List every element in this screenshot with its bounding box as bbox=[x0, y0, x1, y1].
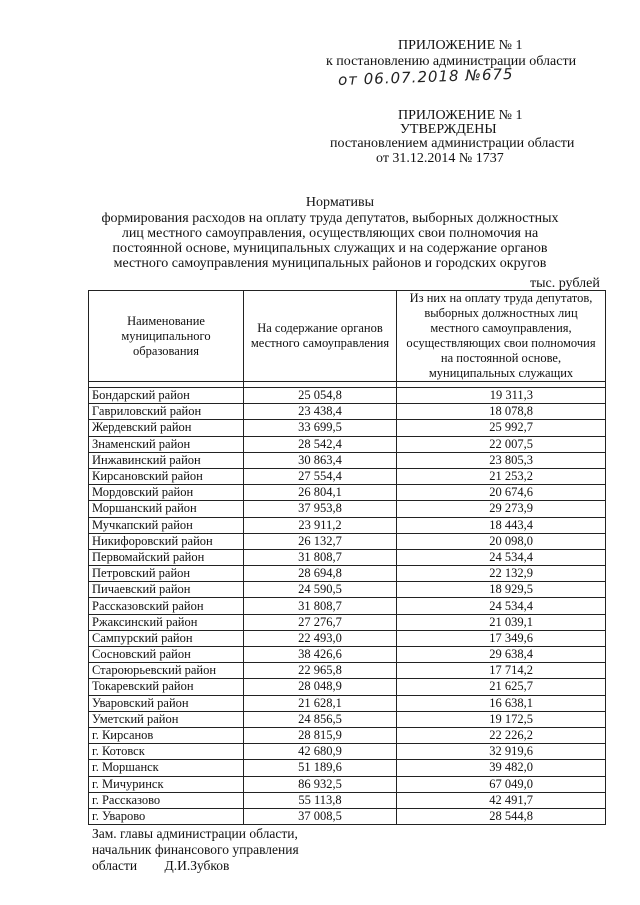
cell-total: 42 680,9 bbox=[244, 744, 397, 760]
cell-salary: 39 482,0 bbox=[397, 760, 606, 776]
cell-salary: 21 625,7 bbox=[397, 679, 606, 695]
cell-municipality: Инжавинский район bbox=[89, 452, 244, 468]
table-row bbox=[89, 711, 606, 727]
cell-municipality: Уваровский район bbox=[89, 695, 244, 711]
table-row bbox=[89, 501, 606, 517]
cell-salary: 20 098,0 bbox=[397, 533, 606, 549]
table-row bbox=[89, 452, 606, 468]
cell-total: 24 856,5 bbox=[244, 711, 397, 727]
cell-salary: 22 132,9 bbox=[397, 566, 606, 582]
header-total: На содержание органов местного самоуправления bbox=[244, 291, 397, 382]
cell-total: 28 815,9 bbox=[244, 727, 397, 743]
cell-municipality: Первомайский район bbox=[89, 549, 244, 565]
cell-total: 38 426,6 bbox=[244, 647, 397, 663]
doc-title-3: лиц местного самоуправления, осуществляющих свои полномочия на bbox=[121, 226, 539, 241]
approved-date: от 31.12.2014 № 1737 bbox=[376, 151, 504, 166]
cell-municipality: Бондарский район bbox=[89, 388, 244, 404]
cell-municipality: Знаменский район bbox=[89, 436, 244, 452]
cell-total: 51 189,6 bbox=[244, 760, 397, 776]
cell-total: 31 808,7 bbox=[244, 549, 397, 565]
cell-salary: 24 534,4 bbox=[397, 549, 606, 565]
table-row bbox=[89, 549, 606, 565]
cell-total: 27 276,7 bbox=[244, 614, 397, 630]
doc-title-2: формирования расходов на оплату труда депутатов, выборных должностных bbox=[101, 211, 559, 226]
cell-municipality: Гавриловский район bbox=[89, 404, 244, 420]
cell-municipality: Сосновский район bbox=[89, 647, 244, 663]
cell-salary: 18 078,8 bbox=[397, 404, 606, 420]
cell-total: 55 113,8 bbox=[244, 792, 397, 808]
cell-total: 23 911,2 bbox=[244, 517, 397, 533]
header-salary: Из них на оплату труда депутатов, выборных должностных лиц местного самоуправления, осуществляющих свои полномочия на постоянной основе, муниципальных служащих bbox=[397, 291, 606, 382]
cell-municipality: г. Котовск bbox=[89, 744, 244, 760]
appendix1-title: ПРИЛОЖЕНИЕ № 1 bbox=[398, 38, 523, 53]
cell-municipality: Ржаксинский район bbox=[89, 614, 244, 630]
norms-table bbox=[88, 290, 606, 825]
table-row bbox=[89, 436, 606, 452]
cell-salary: 18 929,5 bbox=[397, 582, 606, 598]
cell-salary: 21 039,1 bbox=[397, 614, 606, 630]
cell-total: 28 048,9 bbox=[244, 679, 397, 695]
table-row bbox=[89, 485, 606, 501]
cell-total: 28 694,8 bbox=[244, 566, 397, 582]
cell-municipality: Моршанский район bbox=[89, 501, 244, 517]
table-row bbox=[89, 727, 606, 743]
cell-municipality: г. Мичуринск bbox=[89, 776, 244, 792]
cell-municipality: Никифоровский район bbox=[89, 533, 244, 549]
cell-salary: 22 007,5 bbox=[397, 436, 606, 452]
cell-total: 22 493,0 bbox=[244, 630, 397, 646]
handwritten-date: от 06.07.2018 №675 bbox=[337, 64, 514, 90]
cell-salary: 17 349,6 bbox=[397, 630, 606, 646]
cell-salary: 20 674,6 bbox=[397, 485, 606, 501]
header-municipality: Наименование муниципального образования bbox=[89, 291, 244, 382]
cell-municipality: Петровский район bbox=[89, 566, 244, 582]
table-row bbox=[89, 566, 606, 582]
cell-municipality: Пичаевский район bbox=[89, 582, 244, 598]
table-row bbox=[89, 808, 606, 824]
approved-by: постановлением администрации области bbox=[330, 136, 575, 151]
cell-salary: 19 172,5 bbox=[397, 711, 606, 727]
signer-name: Д.И.Зубков bbox=[164, 858, 230, 873]
cell-total: 24 590,5 bbox=[244, 582, 397, 598]
cell-salary: 29 638,4 bbox=[397, 647, 606, 663]
cell-municipality: Жердевский район bbox=[89, 420, 244, 436]
cell-salary: 42 491,7 bbox=[397, 792, 606, 808]
cell-total: 37 008,5 bbox=[244, 808, 397, 824]
signature-line1: Зам. главы администрации области, bbox=[92, 826, 298, 841]
cell-municipality: Уметский район bbox=[89, 711, 244, 727]
table-row bbox=[89, 582, 606, 598]
table-row bbox=[89, 663, 606, 679]
cell-total: 25 054,8 bbox=[244, 388, 397, 404]
table-row bbox=[89, 647, 606, 663]
appendix2-title: ПРИЛОЖЕНИЕ № 1 bbox=[398, 108, 523, 123]
cell-total: 26 804,1 bbox=[244, 485, 397, 501]
cell-municipality: Токаревский район bbox=[89, 679, 244, 695]
cell-municipality: Мучкапский район bbox=[89, 517, 244, 533]
table-row bbox=[89, 598, 606, 614]
cell-salary: 28 544,8 bbox=[397, 808, 606, 824]
cell-salary: 17 714,2 bbox=[397, 663, 606, 679]
cell-total: 23 438,4 bbox=[244, 404, 397, 420]
cell-municipality: Сампурский район bbox=[89, 630, 244, 646]
table-row bbox=[89, 792, 606, 808]
cell-municipality: г. Рассказово bbox=[89, 792, 244, 808]
cell-total: 86 932,5 bbox=[244, 776, 397, 792]
cell-total: 37 953,8 bbox=[244, 501, 397, 517]
cell-total: 21 628,1 bbox=[244, 695, 397, 711]
table-row bbox=[89, 760, 606, 776]
cell-municipality: г. Моршанск bbox=[89, 760, 244, 776]
cell-salary: 19 311,3 bbox=[397, 388, 606, 404]
cell-municipality: Староюрьевский район bbox=[89, 663, 244, 679]
cell-salary: 22 226,2 bbox=[397, 727, 606, 743]
signature-line3 bbox=[92, 858, 229, 874]
cell-salary: 32 919,6 bbox=[397, 744, 606, 760]
table-row bbox=[89, 679, 606, 695]
cell-salary: 25 992,7 bbox=[397, 420, 606, 436]
cell-municipality: Кирсановский район bbox=[89, 468, 244, 484]
cell-total: 26 132,7 bbox=[244, 533, 397, 549]
cell-salary: 24 534,4 bbox=[397, 598, 606, 614]
doc-title-5: местного самоуправления муниципальных районов и городских округов bbox=[113, 256, 547, 271]
doc-title-4: постоянной основе, муниципальных служащих и на содержание органов bbox=[112, 241, 548, 256]
cell-salary: 18 443,4 bbox=[397, 517, 606, 533]
cell-total: 28 542,4 bbox=[244, 436, 397, 452]
table-row bbox=[89, 420, 606, 436]
table-row bbox=[89, 614, 606, 630]
cell-salary: 23 805,3 bbox=[397, 452, 606, 468]
table-row bbox=[89, 776, 606, 792]
cell-municipality: Мордовский район bbox=[89, 485, 244, 501]
unit-label: тыс. рублей bbox=[530, 276, 600, 291]
table-row bbox=[89, 533, 606, 549]
table-row bbox=[89, 695, 606, 711]
cell-total: 31 808,7 bbox=[244, 598, 397, 614]
table-row bbox=[89, 517, 606, 533]
cell-total: 33 699,5 bbox=[244, 420, 397, 436]
cell-total: 30 863,4 bbox=[244, 452, 397, 468]
cell-salary: 21 253,2 bbox=[397, 468, 606, 484]
table-row bbox=[89, 468, 606, 484]
table-row bbox=[89, 388, 606, 404]
cell-total: 27 554,4 bbox=[244, 468, 397, 484]
doc-title-1: Нормативы bbox=[305, 195, 375, 210]
cell-salary: 16 638,1 bbox=[397, 695, 606, 711]
cell-municipality: Рассказовский район bbox=[89, 598, 244, 614]
cell-municipality: г. Уварово bbox=[89, 808, 244, 824]
table-row bbox=[89, 744, 606, 760]
signature-line2: начальник финансового управления bbox=[92, 842, 299, 857]
cell-salary: 67 049,0 bbox=[397, 776, 606, 792]
table-row bbox=[89, 404, 606, 420]
signature-prefix: области bbox=[92, 858, 138, 873]
cell-total: 22 965,8 bbox=[244, 663, 397, 679]
table-body bbox=[89, 382, 606, 825]
approved-label: УТВЕРЖДЕНЫ bbox=[400, 122, 497, 137]
table-row bbox=[89, 630, 606, 646]
appendix1-subtitle: к постановлению администрации области bbox=[326, 54, 577, 69]
cell-municipality: г. Кирсанов bbox=[89, 727, 244, 743]
cell-salary: 29 273,9 bbox=[397, 501, 606, 517]
